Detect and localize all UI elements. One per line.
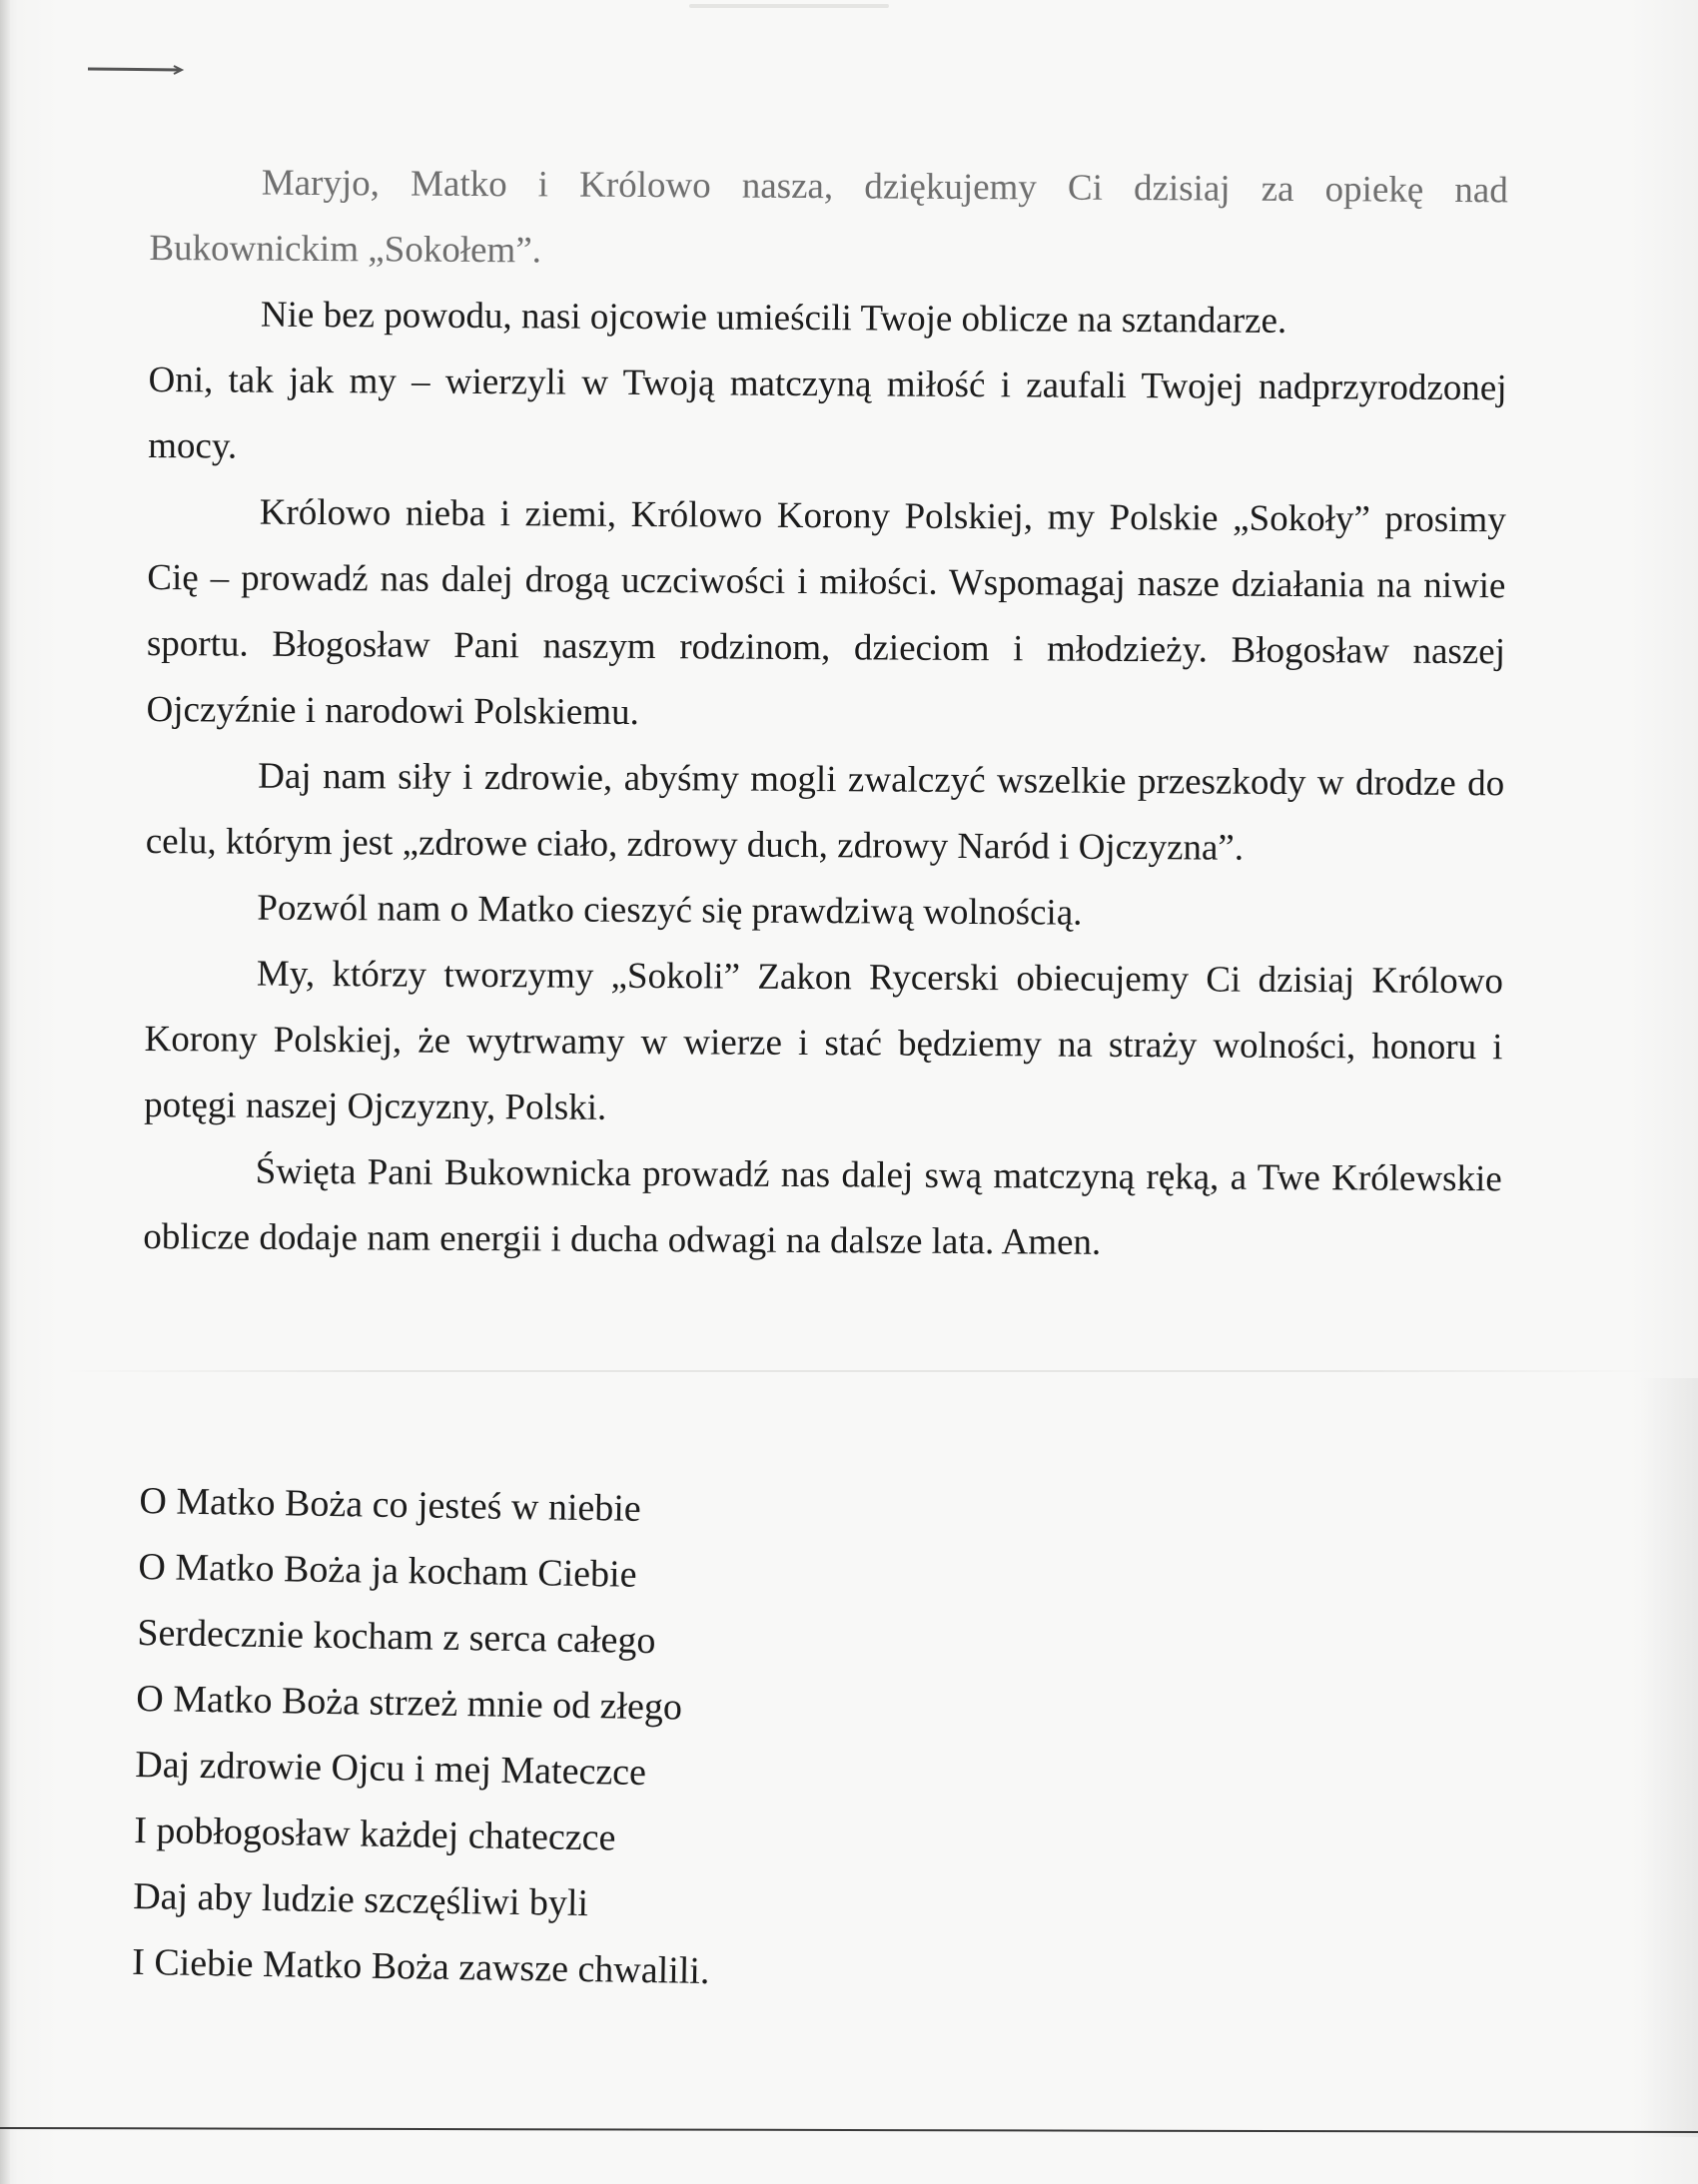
poem-line: Daj zdrowie Ojcu i mej Mateczce [135,1743,647,1794]
poem-line: Daj aby ludzie szczęśliwi byli [132,1874,589,1925]
poem-text [132,1468,839,2006]
prayer-paragraph: Maryjo, Matko i Królowo nasza, dziękujemy Ci dzisiaj za opiekę nad Bukownickim „Sokołem”. [149,162,1508,272]
poem-line: I pobłogosław każdej chateczce [133,1809,616,1859]
poem-line: O Matko Boża strzeż mnie od złego [136,1677,683,1729]
prayer-text [143,150,1508,1278]
poem-line: O Matko Boża co jesteś w niebie [139,1479,642,1530]
prayer-paragraph: Święta Pani Bukownicka prowadź nas dalej swą matczyną ręką, a Twe Królewskie oblicze dodaje nam energii i ducha odwagi na dalsze lata. Amen. [143,1150,1502,1263]
prayer-paragraph: Nie bez powodu, nasi ojcowie umieścili Twoje oblicze na sztandarze. [260,294,1287,342]
prayer-paragraph: Daj nam siły i zdrowie, abyśmy mogli zwalczyć wszelkie przeszkody w drodze do celu, którym jest „zdrowe ciało, zdrowy duch, zdrowy Naród i Ojczyzna”. [145,755,1505,869]
arrow-mark-icon [88,64,188,76]
page-fold-divider [60,1370,1658,1372]
prayer-paragraph: Pozwól nam o Matko cieszyć się prawdziwą wolnością. [257,887,1083,934]
poem-line: I Ciebie Matko Boża zawsze chwalili. [131,1940,710,1993]
scan-smudge [689,4,889,8]
scan-bottom-edge [0,2125,1698,2135]
prayer-paragraph: My, którzy tworzymy „Sokoli” Zakon Rycerski obiecujemy Ci dzisiaj Królowo Korony Polskiej, że wytrwamy w wierze i stać będziemy na straży wolności, honoru i potęgi naszej Ojczyzny, Polski. [144,953,1504,1128]
poem-line: O Matko Boża ja kocham Ciebie [138,1545,637,1596]
scan-left-edge [0,0,10,2184]
prayer-paragraph: Oni, tak jak my – wierzyli w Twoją matczyną miłość i zaufali Twojej nadprzyrodzonej mocy. [148,359,1507,467]
prayer-paragraph: Królowo nieba i ziemi, Królowo Korony Polskiej, my Polskie „Sokoły” prosimy Cię – prowadź nas dalej drogą uczciwości i miłości. Wspomagaj nasze działania na niwie sportu. Błogosław Pani naszym rodzinom, dzieciom i młodzieży. Błogosław naszej Ojczyźnie i narodowi Polskiemu. [146,491,1506,734]
scan-shadow [1638,1378,1698,2137]
poem-line: Serdecznie kocham z serca całego [137,1611,656,1663]
